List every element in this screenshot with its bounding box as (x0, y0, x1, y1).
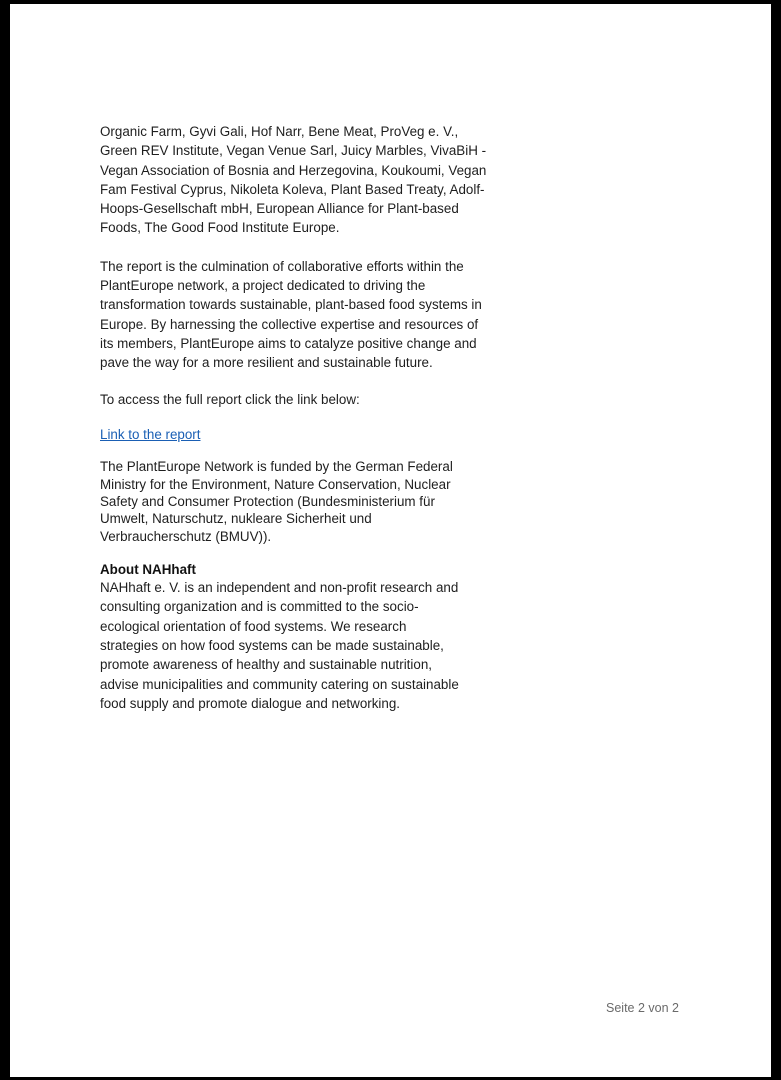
intro-paragraph: Organic Farm, Gyvi Gali, Hof Narr, Bene Meat, ProVeg e. V., Green REV Institute, Vegan Venue Sarl, Juicy Marbles, VivaBiH - Vegan Association of Bosnia and Herzegovina, Koukoumi, Vegan Fam Festival Cyprus, Nikoleta Koleva, Plant Based Treaty, Adolf-Hoops-Gesellschaft mbH, European Alliance for Plant-based Foods, The Good Food Institute Europe. (100, 124, 487, 236)
page-number: Seite 2 von 2 (606, 1001, 679, 1015)
about-paragraph: NAHhaft e. V. is an independent and non-profit research and consulting organization and is committed to the socio-ecological orientation of food systems. We research strategies on how food systems can be made sustainable, promote awareness of healthy and sustainable nutrition, advise municipalities and community catering on sustainable food supply and promote dialogue and networking. (100, 580, 459, 711)
about-heading: About NAHhaft (100, 562, 196, 578)
document-page (10, 4, 771, 1077)
page-content (100, 122, 500, 713)
access-instruction: To access the full report click the link below: (100, 391, 360, 407)
report-paragraph: The report is the culmination of collaborative efforts within the PlantEurope network, a project dedicated to driving the transformation towards sustainable, plant-based food systems in Europe. By harnessing the collective expertise and resources of its members, PlantEurope aims to catalyze positive change and pave the way for a more resilient and sustainable future. (100, 258, 482, 371)
report-link[interactable]: Link to the report (100, 426, 201, 442)
funding-paragraph: The PlantEurope Network is funded by the German Federal Ministry for the Environment, Nature Conservation, Nuclear Safety and Consumer Protection (Bundesministerium für Umwelt, Naturschutz, nukleare Sicherheit und Verbraucherschutz (BMUV)). (100, 459, 453, 544)
report-link-line (100, 425, 500, 444)
